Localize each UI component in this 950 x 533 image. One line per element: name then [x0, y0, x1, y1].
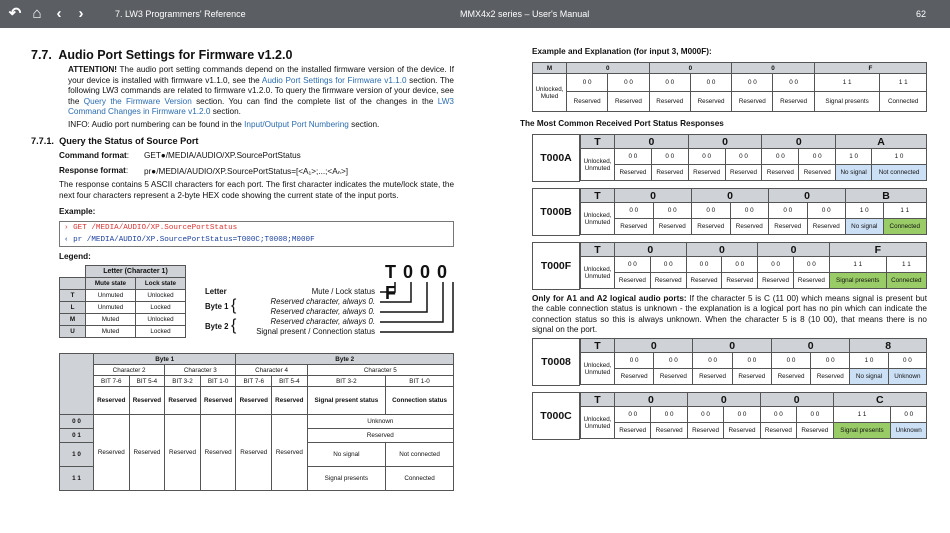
letter-table: Letter (Character 1) Mute state Lock state T Unmuted Unlocked L Unmuted Locked M Muted Unlocked U Muted Locked [59, 265, 186, 338]
common-title: The Most Common Received Port Status Responses [520, 119, 724, 128]
section-heading: 7.7. Audio Port Settings for Firmware v1.2.0 [31, 48, 293, 62]
response-table: T 0 0 0 F Unlocked, Unmuted 0 0 0 0 0 0 0 0 0 0 0 0 1 1 1 1 Reserved Reserved Reserved Reserved Reserved Reserved Signal presents Connected [580, 242, 927, 289]
link-port-numbering[interactable]: Input/Output Port Numbering [244, 120, 349, 129]
back-icon[interactable]: ↶ [8, 5, 22, 22]
response-block [532, 188, 927, 236]
brace-icon: { [231, 297, 237, 314]
response-code: T000B [532, 188, 580, 236]
attention-box: ATTENTION! The audio port setting commands depend on the installed firmware version of the device. If your device is installed with firmware v1.1.0, see the Audio Port Settings for Firmware v1.1.0 section. The following LW3 commands are related to firmware v1.2.0. To query the firmware version of your device, see the Query the Firmware Version section. You can find the complete list of the changes in the LW3 Command Changes in Firmware v1.2.0 section. [68, 65, 454, 116]
chapter-title: 7. LW3 Programmers' Reference [115, 9, 246, 19]
info-note: INFO: Audio port numbering can be found in the Input/Output Port Numbering section. [68, 120, 380, 129]
diagram-line-5: Signal present / Connection status [256, 327, 375, 336]
response-table: T 0 0 0 8 Unlocked, Unmuted 0 0 0 0 0 0 0 0 0 0 0 0 1 0 0 0 Reserved Reserved Reserved Reserved Reserved Reserved No signal Unknown [580, 338, 927, 385]
code-line-2: pr /MEDIA/AUDIO/XP.SourcePortStatus=T000C;T0008;M000F [73, 236, 315, 244]
diagram-line-3: Reserved character, always 0. [270, 307, 375, 316]
diagram-code: T 0 0 0 F [385, 262, 449, 303]
command-value: GET●/MEDIA/AUDIO/XP.SourcePortStatus [144, 151, 301, 160]
response-block [532, 392, 927, 440]
byte-table: Byte 1 Byte 2 Character 2 Character 3 Character 4 Character 5 BIT 7-6 BIT 5-4 BIT 3-2 BIT 1-0 BIT 7-6 BIT 5-4 BIT 3-2 BIT 1-0 Reserved Reserved Reserved Reserved Reserved Reserved Signal present status Connection status 0 0 Reserved Reserved Reserved Reserved Reserved Reserved Unknown 0 1 Reserved 1 0 No signal Not connected 1 1 Signal presents Connected [59, 353, 454, 491]
example-label: Example: [59, 207, 96, 216]
diagram-letter-label: Letter [205, 287, 227, 296]
diagram-byte1-label: Byte 1 [205, 302, 229, 311]
response-table: T 0 0 0 B Unlocked, Unmuted 0 0 0 0 0 0 0 0 0 0 0 0 1 0 1 1 Reserved Reserved Reserved Reserved Reserved Reserved No signal Connected [580, 188, 927, 235]
next-page-icon[interactable]: › [78, 5, 84, 22]
prev-page-icon[interactable]: ‹ [56, 5, 62, 22]
nav-controls [6, 4, 90, 24]
top-bar [0, 0, 950, 28]
response-code: T000C [532, 392, 580, 440]
response-block [532, 242, 927, 290]
response-value: pr●/MEDIA/AUDIO/XP.SourcePortStatus=[<A₁>;...;<Aₙ>] [144, 167, 348, 176]
link-v110[interactable]: Audio Port Settings for Firmware v1.1.0 [261, 75, 407, 85]
diagram-line-2: Reserved character, always 0. [270, 297, 375, 306]
example-title: Example and Explanation (for input 3, M000F): [532, 47, 712, 56]
example-table: M 0 0 0 F Unlocked, Muted 0 0 0 0 0 0 0 0 0 0 0 0 1 1 1 1 Reserved Reserved Reserved Reserved Reserved Reserved Signal presents Connected [532, 62, 927, 112]
home-icon[interactable]: ⌂ [32, 5, 42, 22]
diagram-line-4: Reserved character, always 0. [270, 317, 375, 326]
diagram-arrows [375, 282, 455, 337]
page-number: 62 [916, 9, 927, 19]
diagram-line-1: Mute / Lock status [311, 287, 375, 296]
code-example: › GET /MEDIA/AUDIO/XP.SourcePortStatus ‹ pr /MEDIA/AUDIO/XP.SourcePortStatus=T000C;T0008;M000F [59, 221, 454, 247]
description: The response contains 5 ASCII characters for each port. The first character indicates the mute/lock state, the next four characters represent a 2-byte HEX code showing the current state of the input ports. [59, 180, 454, 200]
code-diagram [200, 262, 455, 340]
response-code: T0008 [532, 338, 580, 386]
link-query-fw[interactable]: Query the Firmware Version [83, 96, 192, 106]
diagram-byte2-label: Byte 2 [205, 322, 229, 331]
response-format: Response format: [59, 166, 129, 175]
brace-icon: { [231, 317, 237, 334]
code-line-1: GET /MEDIA/AUDIO/XP.SourcePortStatus [73, 224, 238, 232]
response-code: T000F [532, 242, 580, 290]
logical-ports-note: Only for A1 and A2 logical audio ports: If the character 5 is C (11 00) which means signal is present but the cable connection status is unknown - the explanation is a logical port has no pin which can indicate the connection status so this is always unknown. When the character 5 is 8 (10 00), that means there is no signal on the port. [532, 294, 927, 334]
response-code: T000A [532, 134, 580, 182]
response-block [532, 134, 927, 182]
response-block [532, 338, 927, 386]
link-lw3-changes[interactable]: LW3 Command Changes in Firmware v1.2.0 [68, 96, 454, 116]
response-table: T 0 0 0 C Unlocked, Unmuted 0 0 0 0 0 0 0 0 0 0 0 0 1 1 0 0 Reserved Reserved Reserved Reserved Reserved Reserved Signal presents Unknown [580, 392, 927, 439]
manual-title: MMX4x2 series – User's Manual [460, 9, 590, 19]
response-table: T 0 0 0 A Unlocked, Unmuted 0 0 0 0 0 0 0 0 0 0 0 0 1 0 1 0 Reserved Reserved Reserved Reserved Reserved Reserved No signal Not connected [580, 134, 927, 181]
legend-label: Legend: [59, 252, 91, 261]
command-format: Command format: [59, 151, 130, 160]
subsection-heading: 7.7.1. Query the Status of Source Port [31, 136, 199, 146]
